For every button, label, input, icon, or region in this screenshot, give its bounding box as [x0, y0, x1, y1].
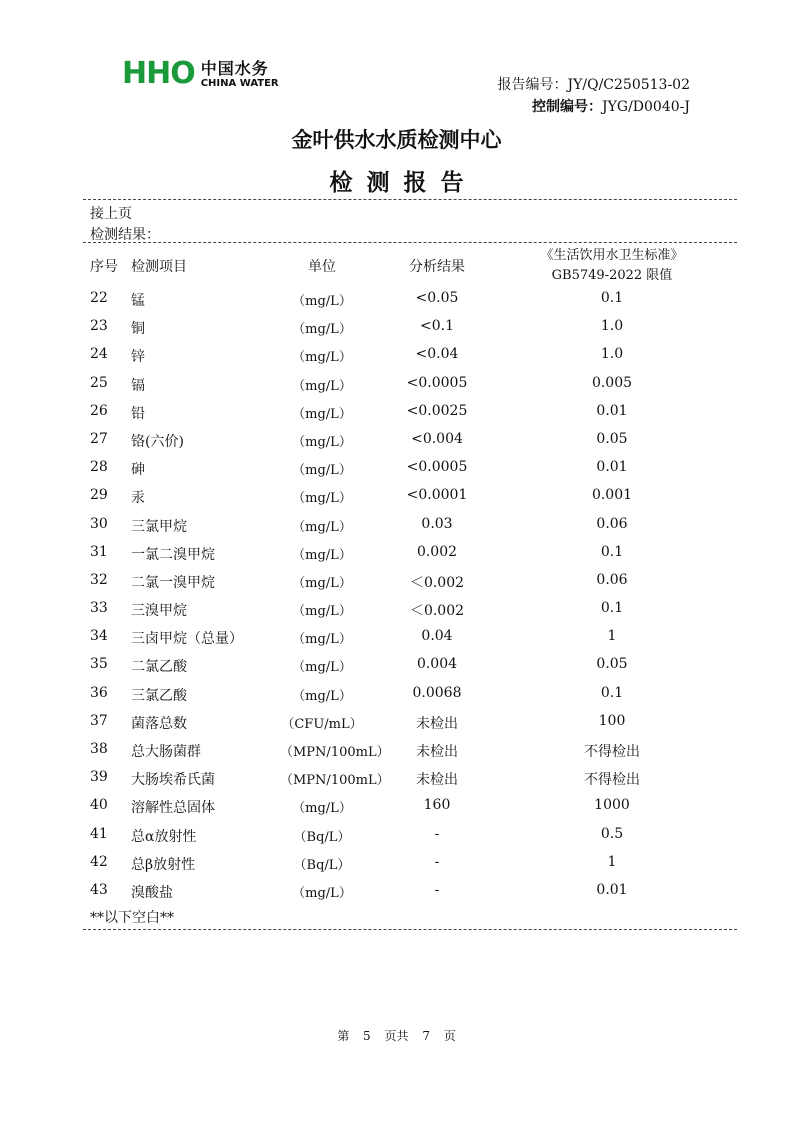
- row-unit: （mg/L）: [292, 688, 352, 704]
- row-limit: 0.01: [596, 402, 628, 419]
- blank-below-note: **以下空白**: [90, 910, 174, 926]
- header-standard-name: 《生活饮用水卫生标准》: [540, 248, 684, 263]
- bottom-divider: [83, 929, 737, 930]
- row-item: 镉: [131, 377, 145, 394]
- table-row: [0, 877, 793, 905]
- continued-note: 接上页: [90, 206, 132, 222]
- row-item: 二氯一溴甲烷: [131, 574, 215, 591]
- row-result: <0.05: [415, 290, 459, 306]
- row-unit: （mg/L）: [292, 604, 352, 620]
- table-row: [0, 370, 793, 398]
- row-result: ＜0.002: [409, 603, 465, 620]
- row-seq: 42: [90, 853, 108, 870]
- row-result: 未检出: [416, 744, 458, 760]
- row-unit: （Bq/L）: [293, 857, 351, 873]
- row-result: <0.0001: [406, 487, 468, 504]
- table-row: [0, 651, 793, 679]
- row-limit: 0.1: [600, 290, 624, 306]
- header-standard-limit: [505, 246, 719, 286]
- row-limit: 1.0: [600, 346, 624, 363]
- table-row: [0, 426, 793, 454]
- row-limit: 不得检出: [584, 772, 640, 789]
- row-result: 160: [423, 797, 451, 814]
- row-limit: 0.1: [600, 684, 624, 701]
- table-row: [0, 398, 793, 426]
- row-item: 总β放射性: [131, 856, 196, 873]
- control-number-label: 控制编号：: [532, 99, 603, 115]
- row-limit: 0.1: [600, 543, 624, 560]
- row-item: 锌: [131, 349, 145, 366]
- row-item: 一氯二溴甲烷: [131, 546, 215, 563]
- row-item: 汞: [131, 490, 145, 507]
- header-item: 检测项目: [131, 259, 187, 275]
- row-seq: 26: [90, 402, 108, 419]
- row-item: 铅: [131, 405, 145, 422]
- row-seq: 34: [90, 628, 108, 645]
- logo-chinese-name: 中国水务: [200, 58, 269, 78]
- control-number: [532, 96, 690, 116]
- results-label: 检测结果：: [90, 227, 160, 243]
- row-item: 三氯甲烷: [131, 518, 187, 535]
- row-limit: 0.05: [596, 656, 628, 673]
- row-result: <0.1: [420, 318, 454, 335]
- row-seq: 41: [90, 825, 108, 842]
- row-limit: 0.001: [591, 487, 633, 504]
- header-seq: 序号: [90, 259, 118, 275]
- row-unit: （CFU/mL）: [281, 716, 363, 732]
- row-item: 大肠埃希氏菌: [131, 772, 215, 789]
- table-row: [0, 539, 793, 567]
- header-unit: 单位: [308, 259, 336, 275]
- row-unit: （Bq/L）: [293, 829, 351, 845]
- report-number: 报告编号：JY/Q/C250513-02: [497, 77, 690, 93]
- row-limit: 1000: [594, 797, 630, 814]
- row-seq: 38: [90, 741, 108, 757]
- row-seq: 27: [90, 430, 108, 447]
- table-row: [0, 764, 793, 792]
- row-limit: 0.005: [591, 374, 633, 391]
- row-unit: （mg/L）: [292, 294, 352, 309]
- row-item: 菌落总数: [131, 715, 187, 732]
- table-row: [0, 511, 793, 539]
- row-seq: 40: [90, 797, 108, 814]
- row-unit: （mg/L）: [292, 632, 352, 648]
- row-result: 0.04: [421, 628, 453, 645]
- row-result: 未检出: [416, 715, 458, 732]
- row-seq: 35: [90, 656, 108, 673]
- row-seq: 43: [90, 881, 108, 898]
- row-unit: （mg/L）: [292, 575, 352, 591]
- results-table: [0, 285, 793, 905]
- row-seq: 25: [90, 374, 108, 391]
- row-unit: （mg/L）: [292, 547, 352, 563]
- table-row: [0, 567, 793, 595]
- top-divider: [83, 199, 737, 200]
- row-result: -: [434, 881, 440, 898]
- table-row: [0, 595, 793, 623]
- row-seq: 22: [90, 290, 108, 306]
- row-seq: 33: [90, 600, 108, 617]
- table-row: [0, 623, 793, 651]
- row-limit: 0.06: [596, 515, 628, 532]
- row-unit: （mg/L）: [292, 519, 352, 535]
- row-unit: （mg/L）: [292, 801, 352, 817]
- row-limit: 0.01: [596, 459, 628, 476]
- row-result: <0.04: [415, 346, 459, 363]
- row-result: <0.004: [411, 430, 463, 447]
- row-seq: 28: [90, 459, 108, 476]
- page-footer: 第 5 页共 7 页: [337, 1029, 456, 1043]
- row-item: 溴酸盐: [131, 884, 173, 901]
- row-unit: （mg/L）: [292, 491, 352, 507]
- control-number-value: JYG/D0040-J: [602, 99, 690, 115]
- row-seq: 24: [90, 346, 108, 363]
- table-row: [0, 313, 793, 341]
- row-result: 未检出: [416, 772, 458, 789]
- row-unit: （mg/L）: [292, 350, 352, 366]
- row-item: 总大肠菌群: [131, 744, 201, 760]
- row-result: <0.0005: [406, 374, 468, 391]
- row-item: 砷: [131, 462, 145, 479]
- table-row: [0, 454, 793, 482]
- table-row: [0, 680, 793, 708]
- row-result: ＜0.002: [409, 574, 465, 591]
- row-result: -: [434, 853, 440, 870]
- row-result: 0.0068: [412, 684, 462, 701]
- row-seq: 32: [90, 571, 108, 588]
- row-item: 溶解性总固体: [131, 800, 215, 817]
- row-result: 0.03: [421, 515, 453, 532]
- row-item: 二氯乙酸: [131, 659, 187, 676]
- row-limit: 1: [607, 853, 617, 870]
- row-seq: 29: [90, 487, 108, 504]
- table-row: [0, 482, 793, 510]
- row-item: 总α放射性: [131, 828, 197, 845]
- row-unit: （MPN/100mL）: [280, 745, 390, 760]
- row-seq: 36: [90, 684, 108, 701]
- header-result: 分析结果: [409, 259, 465, 275]
- organization-title: 金叶供水水质检测中心: [291, 128, 502, 152]
- row-unit: （mg/L）: [292, 660, 352, 676]
- table-row: [0, 792, 793, 820]
- table-row: [0, 849, 793, 877]
- row-item: 锰: [131, 293, 145, 309]
- row-limit: 不得检出: [584, 744, 640, 760]
- row-limit: 0.05: [596, 430, 628, 447]
- table-row: [0, 821, 793, 849]
- row-unit: （MPN/100mL）: [280, 773, 390, 789]
- header-standard-code: GB5749-2022 限值: [551, 268, 673, 283]
- row-result: <0.0025: [406, 402, 468, 419]
- row-item: 三卤甲烷（总量）: [131, 631, 243, 648]
- row-result: <0.0005: [406, 459, 468, 476]
- row-result: 0.002: [416, 543, 458, 560]
- row-seq: 37: [90, 712, 108, 729]
- company-logo: [122, 54, 279, 94]
- row-seq: 39: [90, 769, 108, 786]
- row-unit: （mg/L）: [292, 378, 352, 394]
- row-limit: 0.5: [600, 825, 624, 842]
- row-item: 铬(六价): [131, 433, 184, 450]
- row-limit: 0.06: [596, 571, 628, 588]
- document-title: 检测报告: [329, 170, 478, 196]
- row-limit: 1.0: [600, 318, 624, 335]
- row-limit: 0.1: [600, 600, 624, 617]
- row-unit: （mg/L）: [292, 885, 352, 901]
- row-limit: 100: [598, 712, 626, 729]
- row-limit: 0.01: [596, 881, 628, 898]
- row-seq: 23: [90, 318, 108, 335]
- row-unit: （mg/L）: [292, 463, 352, 479]
- row-seq: 30: [90, 515, 108, 532]
- table-row: [0, 341, 793, 369]
- row-item: 三氯乙酸: [131, 687, 187, 704]
- row-unit: （mg/L）: [292, 322, 352, 338]
- row-result: 0.004: [416, 656, 458, 673]
- header-divider: [83, 242, 737, 243]
- logo-mark: HHO: [122, 56, 195, 91]
- logo-english-name: CHINA WATER: [200, 77, 279, 89]
- row-unit: （mg/L）: [292, 434, 352, 450]
- row-seq: 31: [90, 543, 108, 560]
- row-item: 三溴甲烷: [131, 603, 187, 620]
- row-result: -: [434, 825, 440, 842]
- table-row: [0, 708, 793, 736]
- table-row: [0, 285, 793, 313]
- row-item: 铜: [131, 321, 145, 338]
- table-row: [0, 736, 793, 764]
- row-limit: 1: [607, 628, 617, 645]
- row-unit: （mg/L）: [292, 406, 352, 422]
